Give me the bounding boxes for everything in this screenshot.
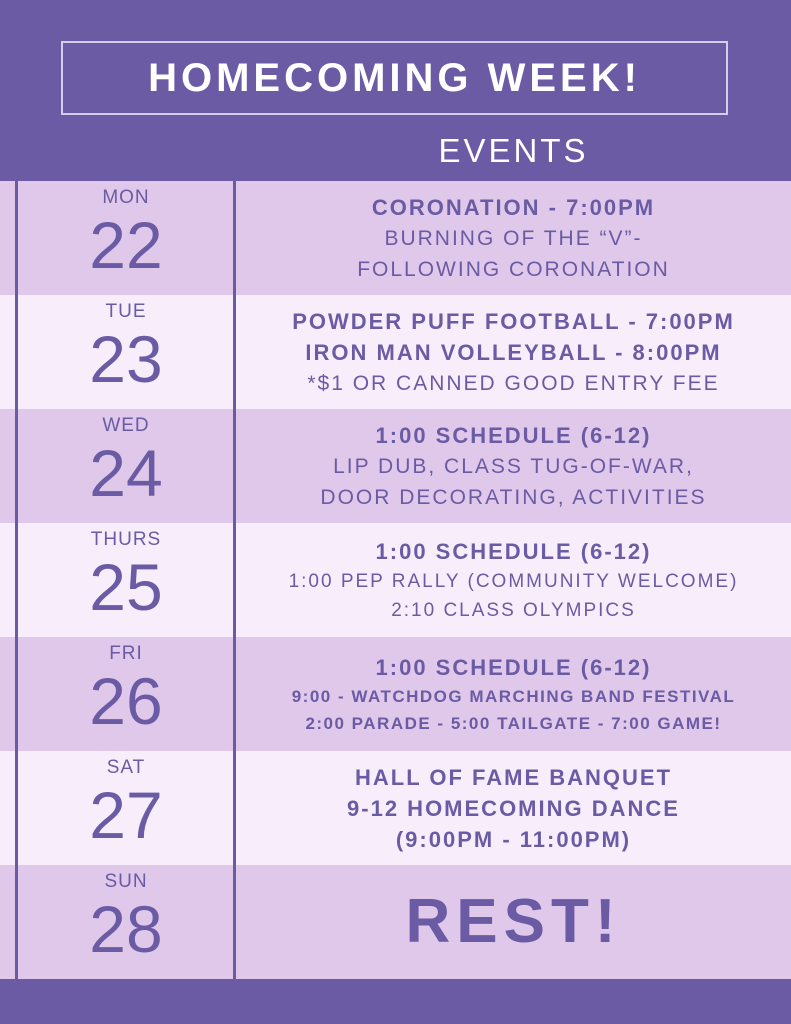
event-line: (9:00PM - 11:00PM) <box>395 826 632 852</box>
day-label: SUN <box>104 871 148 892</box>
event-line: 2:00 PARADE - 5:00 TAILGATE - 7:00 GAME! <box>305 713 722 733</box>
event-line: *$1 OR CANNED GOOD ENTRY FEE <box>307 371 720 395</box>
footer-band <box>0 979 791 1024</box>
event-line: 1:00 SCHEDULE (6-12) <box>375 538 652 564</box>
date-number: 23 <box>89 322 163 396</box>
date-cell <box>0 409 236 523</box>
schedule-row-sun <box>0 865 791 979</box>
column-divider <box>233 181 236 979</box>
event-line: 1:00 PEP RALLY (COMMUNITY WELCOME) <box>288 570 739 592</box>
event-line: HALL OF FAME BANQUET <box>354 764 673 790</box>
page-title: HOMECOMING WEEK! <box>61 41 728 115</box>
event-line: 1:00 SCHEDULE (6-12) <box>375 422 652 448</box>
event-cell <box>236 751 791 865</box>
date-number: 27 <box>89 778 163 852</box>
schedule-table <box>0 181 791 979</box>
day-label: FRI <box>109 643 143 664</box>
event-line: DOOR DECORATING, ACTIVITIES <box>320 485 707 509</box>
event-cell <box>236 865 791 979</box>
schedule-row-tue <box>0 295 791 409</box>
event-line: 9:00 - WATCHDOG MARCHING BAND FESTIVAL <box>291 686 736 706</box>
schedule-row-fri <box>0 637 791 751</box>
left-divider <box>15 181 18 979</box>
schedule-row-sat <box>0 751 791 865</box>
event-cell <box>236 409 791 523</box>
date-number: 26 <box>89 664 163 738</box>
date-number: 25 <box>89 550 163 624</box>
event-cell <box>236 181 791 295</box>
event-cell <box>236 523 791 637</box>
schedule-row-thurs <box>0 523 791 637</box>
day-label: TUE <box>105 301 147 322</box>
event-line: POWDER PUFF FOOTBALL - 7:00PM <box>292 308 735 334</box>
date-cell <box>0 637 236 751</box>
header-band <box>0 0 791 180</box>
event-line: 2:10 CLASS OLYMPICS <box>391 599 636 621</box>
rest-label: REST! <box>405 887 622 956</box>
events-heading: EVENTS <box>438 132 589 169</box>
event-line: BURNING OF THE “V”- <box>384 226 643 250</box>
date-number: 22 <box>89 208 163 282</box>
event-line: IRON MAN VOLLEYBALL - 8:00PM <box>305 339 722 365</box>
event-line: CORONATION - 7:00PM <box>371 194 656 220</box>
event-line: 1:00 SCHEDULE (6-12) <box>375 654 652 680</box>
date-cell <box>0 751 236 865</box>
event-cell <box>236 295 791 409</box>
event-line: FOLLOWING CORONATION <box>357 257 670 281</box>
day-label: SAT <box>106 757 146 778</box>
day-label: THURS <box>90 529 162 550</box>
day-label: WED <box>102 415 150 436</box>
date-number: 24 <box>89 436 163 510</box>
schedule-row-wed <box>0 409 791 523</box>
date-cell <box>0 181 236 295</box>
event-cell <box>236 637 791 751</box>
event-line: 9-12 HOMECOMING DANCE <box>347 795 680 821</box>
event-line: LIP DUB, CLASS TUG-OF-WAR, <box>333 454 694 478</box>
date-cell <box>0 865 236 979</box>
schedule-row-mon <box>0 181 791 295</box>
date-number: 28 <box>89 892 163 966</box>
day-label: MON <box>102 187 150 208</box>
date-cell <box>0 523 236 637</box>
date-cell <box>0 295 236 409</box>
